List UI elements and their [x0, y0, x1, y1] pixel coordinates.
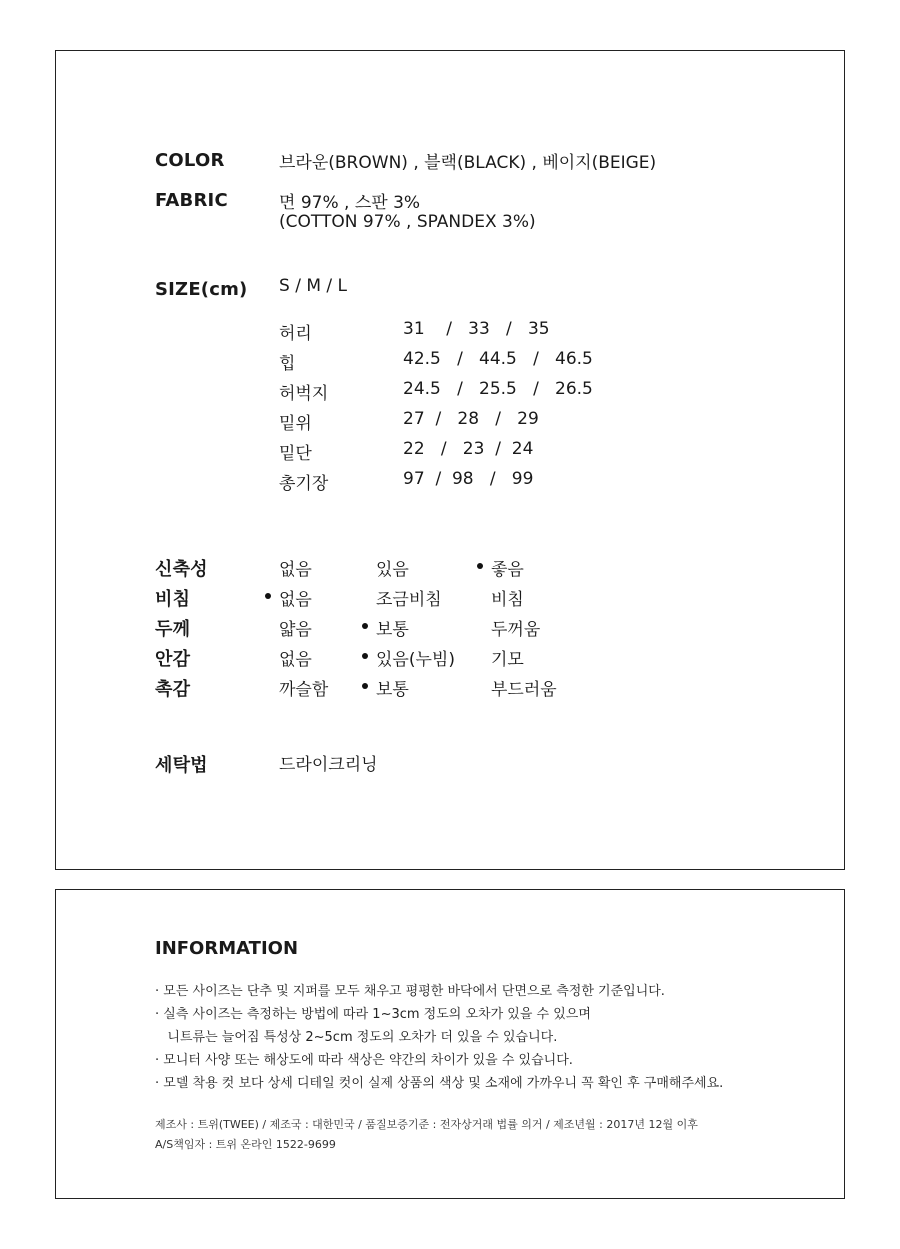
info-line: · 모니터 사양 또는 해상도에 따라 색상은 약간의 차이가 있을 수 있습니다.: [155, 1053, 573, 1068]
size-row-values: 42.5 / 44.5 / 46.5: [403, 349, 593, 369]
attribute-option: 비침: [491, 590, 524, 610]
size-row-name: 총기장: [279, 474, 329, 494]
attribute-option: 두꺼움: [491, 620, 541, 640]
attribute-option: 조금비침: [376, 590, 442, 610]
selected-bullet-icon: [362, 653, 368, 659]
size-row-name: 허벅지: [279, 384, 329, 404]
info-line: 니트류는 늘어짐 특성상 2~5cm 정도의 오차가 더 있을 수 있습니다.: [155, 1030, 558, 1045]
as-contact: A/S책임자 : 트위 온라인 1522-9699: [155, 1138, 336, 1151]
attribute-option: 없음: [279, 650, 312, 670]
size-options: S / M / L: [279, 276, 347, 296]
selected-bullet-icon: [362, 623, 368, 629]
attribute-option: 부드러움: [491, 680, 557, 700]
size-row-name: 힙: [279, 354, 296, 374]
attribute-option: 있음(누빔): [376, 650, 455, 670]
color-label: COLOR: [155, 150, 225, 171]
size-row-name: 허리: [279, 324, 312, 344]
selected-bullet-icon: [477, 563, 483, 569]
attribute-label: 신축성: [155, 559, 208, 580]
wash-label: 세탁법: [155, 755, 208, 776]
size-row-values: 22 / 23 / 24: [403, 439, 534, 459]
size-row-values: 24.5 / 25.5 / 26.5: [403, 379, 593, 399]
attribute-label: 안감: [155, 649, 191, 670]
attribute-option: 없음: [279, 590, 312, 610]
attribute-label: 두께: [155, 619, 191, 640]
attribute-option: 기모: [491, 650, 524, 670]
size-row-values: 97 / 98 / 99: [403, 469, 534, 489]
information-title: INFORMATION: [155, 938, 299, 959]
attribute-option: 얇음: [279, 620, 312, 640]
attribute-option: 까슬함: [279, 680, 329, 700]
fabric-label: FABRIC: [155, 190, 228, 211]
size-row-values: 31 / 33 / 35: [403, 319, 550, 339]
selected-bullet-icon: [362, 683, 368, 689]
attribute-label: 촉감: [155, 679, 191, 700]
size-row-name: 밑단: [279, 444, 312, 464]
attribute-label: 비침: [155, 589, 191, 610]
manufacturer-info: 제조사 : 트위(TWEE) / 제조국 : 대한민국 / 품질보증기준 : 전자상거래 법률 의거 / 제조년월 : 2017년 12월 이후: [155, 1118, 698, 1131]
attribute-option: 좋음: [491, 560, 524, 580]
spec-panel: [55, 50, 845, 870]
color-value: 브라운(BROWN) , 블랙(BLACK) , 베이지(BEIGE): [279, 153, 657, 173]
wash-value: 드라이크리닝: [279, 755, 378, 775]
size-label: SIZE(cm): [155, 279, 248, 300]
size-row-values: 27 / 28 / 29: [403, 409, 539, 429]
info-line: · 모든 사이즈는 단추 및 지퍼를 모두 채우고 평평한 바닥에서 단면으로 측정한 기준입니다.: [155, 984, 665, 999]
attribute-option: 있음: [376, 560, 409, 580]
fabric-value-korean: 면 97% , 스판 3%: [279, 193, 421, 213]
fabric-value-english: (COTTON 97% , SPANDEX 3%): [279, 212, 536, 232]
selected-bullet-icon: [265, 593, 271, 599]
attribute-option: 보통: [376, 680, 409, 700]
info-line: · 실측 사이즈는 측정하는 방법에 따라 1~3cm 정도의 오차가 있을 수 있으며: [155, 1007, 591, 1022]
size-row-name: 밑위: [279, 414, 312, 434]
attribute-option: 없음: [279, 560, 312, 580]
info-line: · 모델 착용 컷 보다 상세 디테일 컷이 실제 상품의 색상 및 소재에 가까우니 꼭 확인 후 구매해주세요.: [155, 1076, 724, 1091]
attribute-option: 보통: [376, 620, 409, 640]
